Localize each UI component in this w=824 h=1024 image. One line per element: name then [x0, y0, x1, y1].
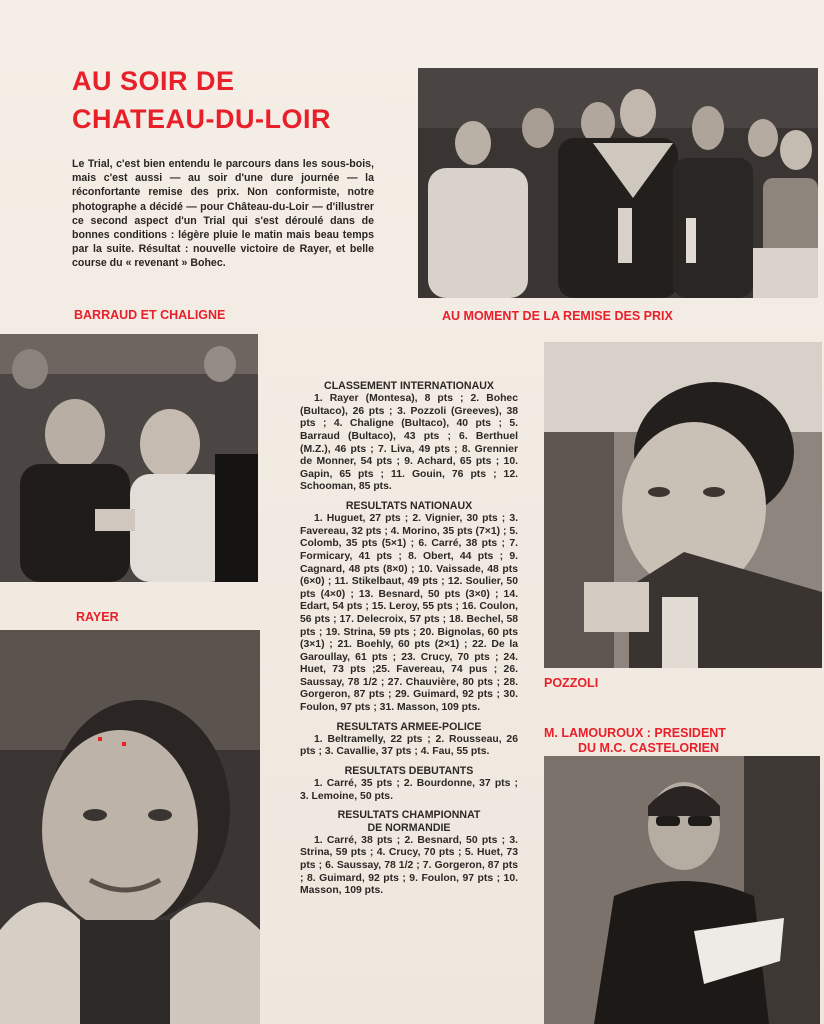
- intro-paragraph: Le Trial, c'est bien entendu le parcours dans les sous-bois, mais c'est aussi — au soir d'une dure journée — la réconfortante remise des prix. Non conformiste, notre photographe a décidé — pour Château-du-Loir — d'illustrer ce second aspect d'un Trial qui s'est déroulé dans de bonnes conditions : légère pluie le matin mais beau temps par la suite. Résultat : nouvelle victoire de Rayer, et belle course du « revenant » Bohec.: [72, 158, 374, 270]
- caption-rayer: RAYER: [76, 610, 119, 624]
- photo-barraud-chaligne-image: [0, 334, 258, 582]
- photo-rayer-image: [0, 630, 260, 1024]
- photo-prize-ceremony: [418, 68, 818, 298]
- photo-lamouroux: [544, 756, 820, 1024]
- photo-barraud-chaligne: [0, 334, 258, 582]
- results-normandie-text: 1. Carré, 38 pts ; 2. Besnard, 50 pts ; 3. Strina, 59 pts ; 4. Crucy, 70 pts ; 5. Huet, 73 pts ; 6. Saussay, 78 1/2 ; 7. Gorgeron, 87 pts ; 8. Guimard, 92 pts ; 9. Foulon, 97 pts ; 10. Masson, 109 pts.: [300, 834, 518, 897]
- photo-pozzoli: [544, 342, 822, 668]
- results-nationaux-text: 1. Huguet, 27 pts ; 2. Vignier, 30 pts ; 3. Favereau, 32 pts ; 4. Morino, 35 pts (7×1) ; 5. Colomb, 35 pts (5×1) ; 6. Carré, 38 pts ; 7. Formicary, 41 pts ; 8. Obert, 44 pts ; 9. Cagnard, 48 pts (8×0) ; 10. Vaissade, 48 pts (6×0) ; 11. Stikelbaut, 49 pts ; 12. Soulier, 50 pts (4×0) ; 13. Besnard, 50 pts (3×0) ; 14. Edart, 54 pts ; 15. Leroy, 55 pts ; 16. Coulon, 56 pts ; 17. Delecroix, 57 pts ; 18. Bechel, 58 pts ; 19. Strina, 59 pts ; 20. Bignolas, 60 pts (3×1) ; 21. Boehly, 60 pts (2×1) ; 22. De la Garoullay, 61 pts ; 23. Crucy, 70 pts ; 24. Huet, 73 pts ;25. Favereau, 74 pus ; 26. Saussay, 78 1/2 ; 27. Chauvière, 80 pts ; 28. Gorgeron, 87 pts ; 29. Guimard, 92 pts ; 30. Foulon, 97 pts ; 31. Masson, 109 pts.: [300, 513, 518, 714]
- caption-lamouroux-line-1: M. LAMOUROUX : PRESIDENT: [544, 726, 726, 740]
- results-armee-police: [300, 721, 518, 759]
- results-normandie-title-line-2: DE NORMANDIE: [367, 821, 451, 834]
- page-title: [72, 62, 402, 138]
- caption-lamouroux: [544, 726, 784, 756]
- results-debutants: [300, 765, 518, 803]
- photo-rayer: [0, 630, 260, 1024]
- results-normandie-title-line-1: RESULTATS CHAMPIONNAT: [337, 809, 481, 822]
- title-line-2: CHATEAU-DU-LOIR: [72, 104, 331, 134]
- results-internationaux: [300, 380, 518, 494]
- results-armee-police-text: 1. Beltramelly, 22 pts ; 2. Rousseau, 26 pts ; 3. Cavallie, 37 pts ; 4. Fau, 55 pts.: [300, 733, 518, 758]
- photo-pozzoli-image: [544, 342, 822, 668]
- caption-lamouroux-line-2: DU M.C. CASTELORIEN: [578, 741, 719, 755]
- results-internationaux-title: CLASSEMENT INTERNATIONAUX: [324, 380, 494, 392]
- photo-prize-ceremony-image: [418, 68, 818, 298]
- results-armee-police-title: RESULTATS ARMEE-POLICE: [336, 720, 482, 733]
- caption-pozzoli: POZZOLI: [544, 676, 599, 690]
- caption-barraud-chaligne: BARRAUD ET CHALIGNE: [74, 308, 226, 322]
- results-internationaux-text: 1. Rayer (Montesa), 8 pts ; 2. Bohec (Bultaco), 26 pts ; 3. Pozzoli (Greeves), 38 pts ; 4. Chaligne (Bultaco), 40 pts ; 5. Barraud (Bultaco), 43 pts ; 6. Berthuel (M.Z.), 46 pts ; 7. Liva, 49 pts ; 8. Grennier de Monner, 54 pts ; 9. Achard, 65 pts ; 10. Gapin, 65 pts ; 11. Gouin, 76 pts ; 12. Schooman, 85 pts.: [300, 393, 518, 493]
- results-debutants-text: 1. Carré, 35 pts ; 2. Bourdonne, 37 pts ; 3. Lemoine, 50 pts.: [300, 778, 518, 802]
- results-debutants-title: RESULTATS DEBUTANTS: [344, 765, 474, 778]
- photo-lamouroux-image: [544, 756, 820, 1024]
- results-normandie-title: [300, 809, 518, 833]
- results-normandie: [300, 809, 518, 897]
- title-line-1: AU SOIR DE: [72, 66, 235, 96]
- results-nationaux: [300, 500, 518, 715]
- results-column: [300, 380, 518, 904]
- results-nationaux-title: RESULTATS NATIONAUX: [345, 499, 473, 512]
- caption-remise-des-prix: AU MOMENT DE LA REMISE DES PRIX: [442, 309, 673, 323]
